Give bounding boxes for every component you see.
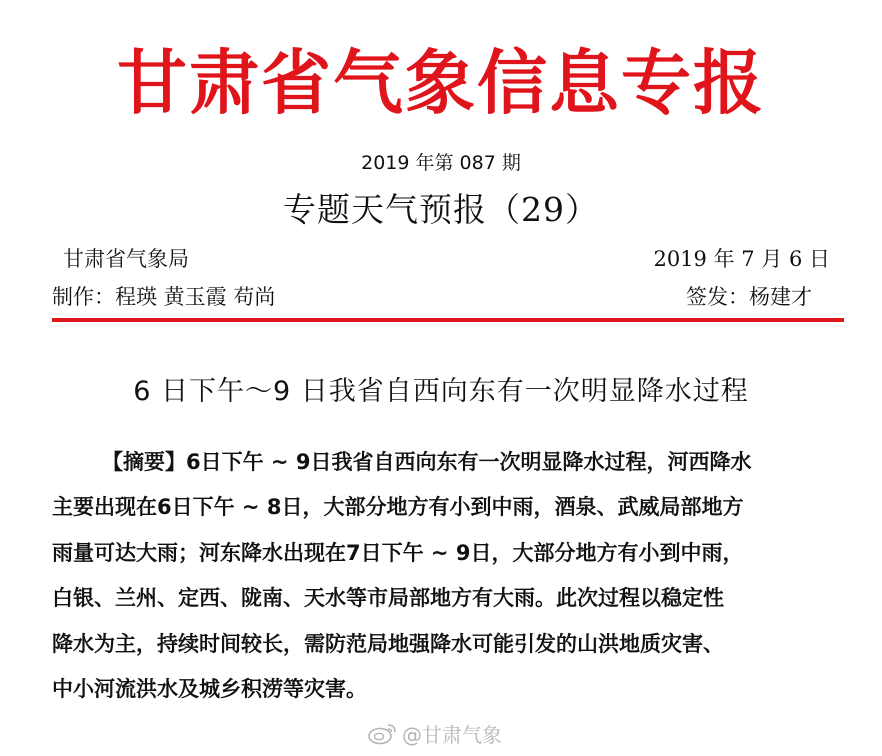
issue-date: 2019 年 7 月 6 日: [653, 247, 830, 271]
masthead-title: 甘肃省气象信息专报: [117, 41, 765, 124]
header-divider: [52, 318, 844, 322]
abstract-paragraph: [52, 440, 842, 712]
issue-number: 2019 年第 087 期: [361, 152, 521, 174]
report-headline: 6 日下午～9 日我省自西向东有一次明显降水过程: [133, 376, 749, 407]
abstract-line: 雨量可达大雨；河东降水出现在7日下午 ~ 9日，大部分地方有小到中雨，: [52, 540, 744, 565]
abstract-line: 白银、兰州、定西、陇南、天水等市局部地方有大雨。此次过程以稳定性: [52, 586, 724, 611]
abstract-line: 【摘要】6日下午 ~ 9日我省自西向东有一次明显降水过程，河西降水: [102, 450, 752, 474]
abstract-line: 降水为主，持续时间较长，需防范局地强降水可能引发的山洪地质灾害、: [52, 631, 724, 656]
issuing-organization: 甘肃省气象局: [63, 247, 189, 271]
watermark: [368, 718, 502, 748]
abstract-line: 主要出现在6日下午 ~ 8日，大部分地方有小到中雨，酒泉、武威局部地方: [52, 495, 744, 520]
authors: 制作：程瑛 黄玉霞 苟尚: [52, 285, 276, 309]
abstract-line: 中小河流洪水及城乡积涝等灾害。: [52, 677, 367, 702]
report-subtitle: 专题天气预报（29）: [283, 190, 599, 229]
watermark-text: @甘肃气象: [402, 722, 502, 747]
weibo-icon: [368, 721, 398, 745]
signer: 签发：杨建才: [686, 285, 812, 309]
